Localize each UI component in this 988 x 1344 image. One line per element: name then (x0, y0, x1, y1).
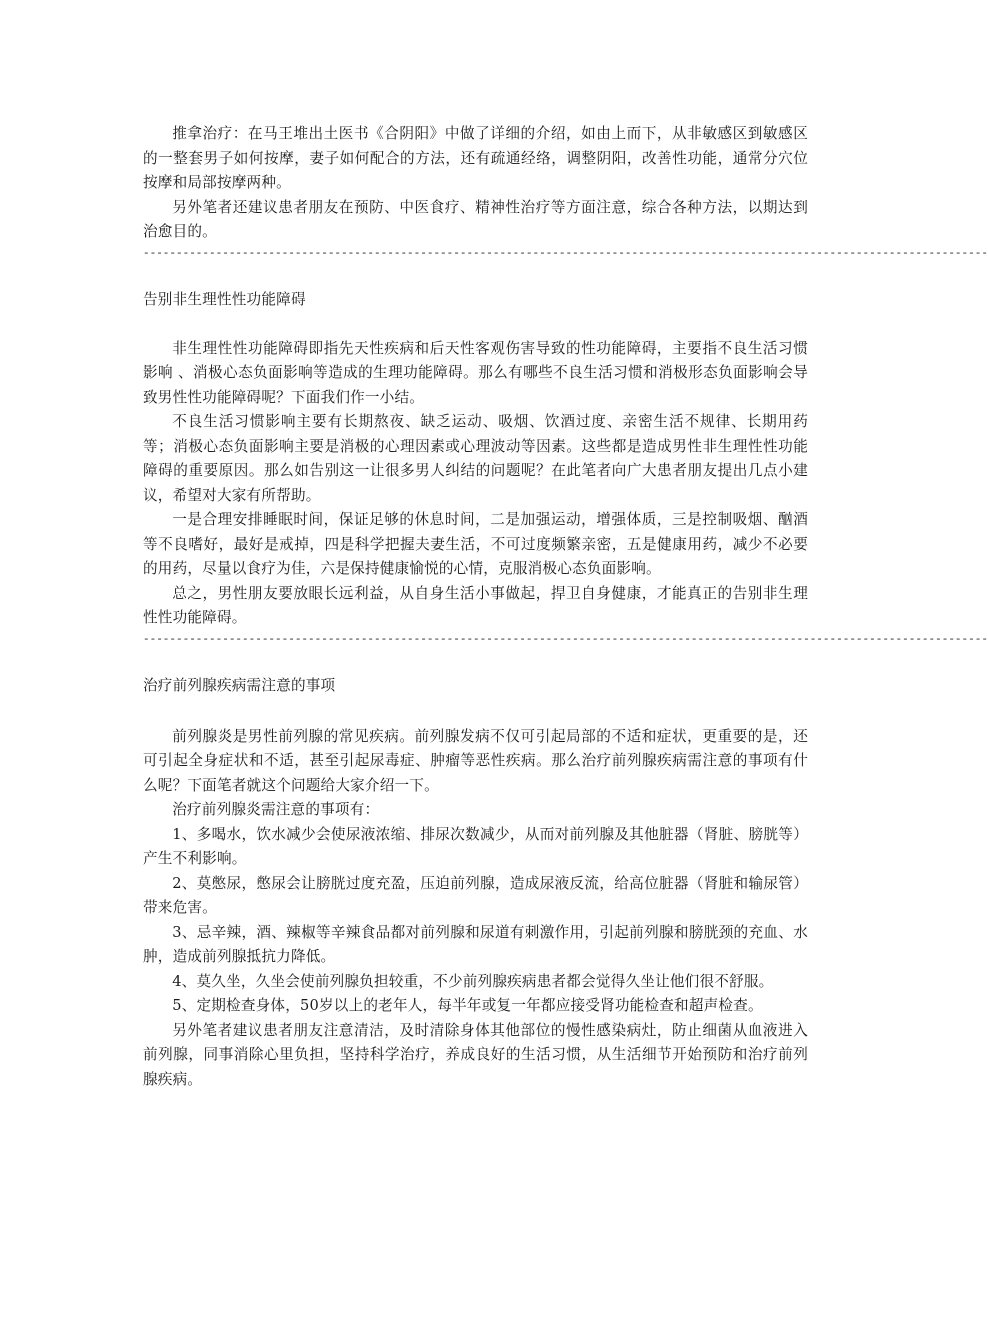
list-item: 5、定期检查身体，50岁以上的老年人，每半年或复一年都应接受肾功能检查和超声检查。 (172, 997, 763, 1014)
section-divider: -------------------------------------------------------------------------------------------------------------------------------- (143, 247, 988, 260)
intro-section (143, 122, 808, 245)
section-prostate (143, 674, 808, 1093)
paragraph: 另外笔者还建议患者朋友在预防、中医食疗、精神性治疗等方面注意，综合各种方法，以期达到治愈目的。 (143, 198, 808, 240)
paragraph: 总之，男性朋友要放眼长远利益，从自身生活小事做起，捍卫自身健康，才能真正的告别非生理性性功能障碍。 (143, 584, 808, 626)
list-item: 3、忌辛辣，酒、辣椒等辛辣食品都对前列腺和尿道有刺激作用，引起前列腺和膀胱颈的充血、水肿，造成前列腺抵抗力降低。 (143, 923, 808, 965)
section-title: 治疗前列腺疾病需注意的事项 (143, 676, 336, 694)
paragraph: 推拿治疗：在马王堆出土医书《合阴阳》中做了详细的介绍，如由上而下，从非敏感区到敏感区的一整套男子如何按摩，妻子如何配合的方法，还有疏通经络，调整阴阳，改善性功能，通常分穴位按摩和局部按摩两种。 (143, 125, 808, 191)
paragraph: 一是合理安排睡眠时间，保证足够的休息时间，二是加强运动，增强体质，三是控制吸烟、酗酒等不良嗜好，最好是戒掉，四是科学把握夫妻生活，不可过度频繁亲密，五是健康用药，减少不必要的用药，尽量以食疗为佳，六是保持健康愉悦的心情，克服消极心态负面影响。 (143, 511, 808, 577)
section-non-physiological (143, 288, 838, 631)
paragraph: 非生理性性功能障碍即指先天性疾病和后天性客观伤害导致的性功能障碍，主要指不良生活习惯影响 、消极心态负面影响等造成的生理功能障碍。那么有哪些不良生活习惯和消极形态负面影响会导 致男性性功能障碍呢？下面我们作一小结。 (143, 339, 838, 406)
section-divider: -------------------------------------------------------------------------------------------------------------------------------- (143, 633, 988, 646)
list-item: 2、莫憋尿，憋尿会让膀胱过度充盈，压迫前列腺，造成尿液反流，给高位脏器（肾脏和输尿管）带来危害。 (143, 874, 808, 916)
section-body (143, 337, 838, 631)
section-body (143, 725, 808, 1093)
paragraph: 另外笔者建议患者朋友注意清洁，及时清除身体其他部位的慢性感染病灶，防止细菌从血液进入前列腺，同事消除心里负担，坚持科学治疗，养成良好的生活习惯，从生活细节开始预防和治疗前列腺疾病。 (143, 1021, 808, 1088)
section-title: 告别非生理性性功能障碍 (143, 290, 306, 308)
paragraph: 不良生活习惯影响主要有长期熬夜、缺乏运动、吸烟、饮酒过度、亲密生活不规律、长期用药等；消极心态负面影响主要是消极的心理因素或心理波动等因素。这些都是造成男性非生理性性功能障碍的重要原因。那么如告别这一让很多男人纠结的问题呢？在此笔者向广大患者朋友提出几点小建议，希望对大家有所帮助。 (143, 413, 808, 504)
list-item: 4、莫久坐，久坐会使前列腺负担较重，不少前列腺疾病患者都会觉得久坐让他们很不舒服。 (172, 972, 774, 990)
list-item: 1、多喝水，饮水减少会使尿液浓缩、排尿次数减少，从而对前列腺及其他脏器（肾脏、膀胱等）产生不利影响。 (143, 825, 808, 867)
paragraph: 治疗前列腺炎需注意的事项有： (172, 801, 380, 818)
paragraph: 前列腺炎是男性前列腺的常见疾病。前列腺发病不仅可引起局部的不适和症状，更重要的是，还可引起全身症状和不适，甚至引起尿毒症、肿瘤等恶性疾病。那么治疗前列腺疾病需注意的事项有什么呢？下面笔者就这个问题给大家介绍一下。 (143, 727, 808, 794)
document-page (143, 122, 988, 1092)
